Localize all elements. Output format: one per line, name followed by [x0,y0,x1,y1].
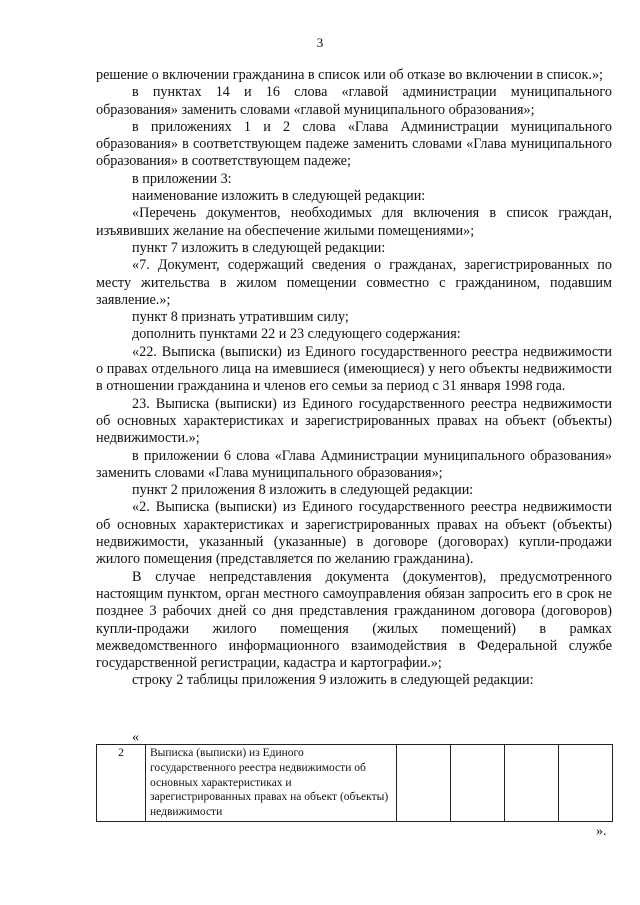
paragraph: в приложениях 1 и 2 слова «Глава Администрации муниципального образования» в соответствующем падеже заменить словами «Глава муниципального образования» в соответствующем падеже; [96,118,612,170]
empty-cell [505,745,559,822]
page-number: 3 [316,35,324,50]
paragraph: 23. Выписка (выписки) из Единого государственного реестра недвижимости об основных характеристиках и зарегистрированных правах на объект (объекты) недвижимости.»; [96,395,612,447]
close-quote: ». [596,824,607,839]
table-row [97,745,613,822]
paragraph: «7. Документ, содержащий сведения о гражданах, зарегистрированных по месту жительства в жилом помещении совместно с гражданином, подавшим заявление.»; [96,257,612,308]
paragraph: «22. Выписка (выписки) из Единого государственного реестра недвижимости о правах отдельного лица на имевшиеся (имеющиеся) у него объекты недвижимости в отношении гражданина и членов его семьи за период с 31 января 1998 года. [96,343,612,395]
paragraph: дополнить пунктами 22 и 23 следующего содержания: [132,326,461,343]
paragraph: пункт 8 признать утратившим силу; [132,309,349,326]
paragraph: наименование изложить в следующей редакции: [132,188,426,205]
empty-cell [397,745,451,822]
paragraph: строку 2 таблицы приложения 9 изложить в следующей редакции: [132,672,534,689]
paragraph: пункт 2 приложения 8 изложить в следующей редакции: [132,482,474,499]
document-body [96,67,612,690]
paragraph: «Перечень документов, необходимых для включения в список граждан, изъявивших желание на обеспечение жилыми помещениями»; [96,205,612,239]
empty-cell [559,745,613,822]
paragraph: в пунктах 14 и 16 слова «главой администрации муниципального образования» заменить словами «главой муниципального образования»; [96,84,612,118]
empty-cell [451,745,505,822]
row-name-cell: Выписка (выписки) из Единого государственного реестра недвижимости об основных характеристиках и зарегистрированных правах на объект (объекты) недвижимости [146,745,397,822]
paragraph: в приложении 6 слова «Глава Администрации муниципального образования» заменить словами «Глава муниципального образования»; [96,447,612,481]
paragraph: пункт 7 изложить в следующей редакции: [132,239,386,256]
row-number-cell: 2 [97,745,146,822]
paragraph: решение о включении гражданина в список или об отказе во включении в список.»; [96,67,604,83]
paragraph: «2. Выписка (выписки) из Единого государственного реестра недвижимости об основных характеристиках и зарегистрированных правах на объект (объекты) недвижимости, указанный (указанные) в договоре (договорах) купли-продажи жилого помещения (представляется по желанию гражданина). [96,499,612,568]
appendix-table [96,744,613,822]
paragraph: в приложении 3: [132,170,232,187]
paragraph: В случае непредставления документа (документов), предусмотренного настоящим пунктом, орган местного самоуправления обязан запросить его в срок не позднее 3 рабочих дней со дня представления гражданином договора (договоров) купли-продажи жилого помещения (жилых помещений) в рамках межведомственного информационного взаимодействия в Федеральной службе государственной регистрации, кадастра и картографии.»; [96,568,612,672]
open-quote: « [132,730,139,745]
